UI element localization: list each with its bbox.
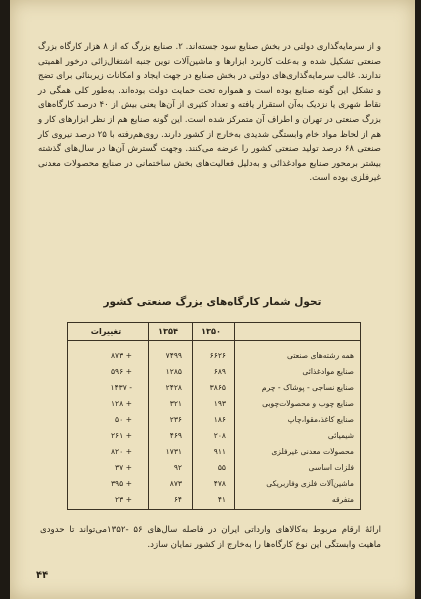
- cell-1354: ۶۴: [173, 495, 182, 504]
- body-paragraph: [38, 40, 381, 186]
- row-label: ماشین‌آلات فلزی وفاربریکی: [266, 479, 354, 488]
- cell-1354: ۴۶۹: [169, 431, 182, 440]
- cell-change: + ۸۷۳: [110, 351, 132, 360]
- cell-change: + ۳۹۵: [110, 479, 132, 488]
- footnote-paragraph: [40, 523, 381, 552]
- row-label: همه رشته‌های صنعتی: [287, 351, 354, 360]
- cell-1350: ۱۹۳: [213, 399, 226, 408]
- footnote-text: ارائهٔ ارقام مربوط به‌کالاهای وارداتی ایران در فاصله سال‌های ۵۶ -۱۳۵۲می‌تواند تا حدودی ماهیت وابستگی این نوع کارگاه‌ها را به‌خارج از کشور نمایان سازد.: [40, 525, 382, 550]
- cell-change: - ۱۴۳۷: [110, 383, 132, 392]
- cell-change: + ۱۲۸: [110, 399, 132, 408]
- row-label: صنایع چوب و محصولات‌چوبی: [262, 399, 354, 408]
- column-divider: [148, 323, 149, 509]
- row-label: صنایع موادغذائی: [302, 367, 354, 376]
- cell-1354: ۱۲۸۵: [165, 367, 182, 376]
- header-1354: ۱۳۵۴: [158, 326, 178, 336]
- cell-change: + ۸۲۰: [110, 447, 132, 456]
- header-change: تغییرات: [90, 326, 122, 336]
- cell-1350: ۴۷۸: [213, 479, 226, 488]
- row-label: محصولات معدنی غیرفلزی: [271, 447, 354, 456]
- table-title: تحول شمار کارگاه‌های بزرگ صنعتی کشور: [103, 296, 322, 308]
- column-divider: [234, 323, 235, 509]
- cell-change: + ۲۳: [115, 495, 132, 504]
- cell-1354: ۳۲۱: [169, 399, 182, 408]
- cell-change: + ۵۹۶: [110, 367, 132, 376]
- page-number: ۴۴: [36, 570, 49, 581]
- row-label: شیمیائی: [327, 431, 354, 440]
- cell-1350: ۶۶۲۶: [209, 351, 226, 360]
- cell-1350: ۱۸۶: [213, 415, 226, 424]
- cell-1350: ۴۱: [217, 495, 226, 504]
- row-label: فلزات اساسی: [308, 463, 354, 472]
- document-page: [10, 0, 415, 599]
- cell-1350: ۲۰۸: [213, 431, 226, 440]
- industrial-workshops-table: [67, 322, 361, 510]
- cell-1354: ۲۳۶: [169, 415, 182, 424]
- body-text: و از سرمایه‌گذاری دولتی در بخش صنایع سود جسته‌اند. ۲. صنایع بزرگ که از ۸ هزار کارگاه بزرگ صنعتی تشکیل شده و به‌علت کاربرد ابزارها و ماشین‌آلات نوین جنبه اشتغال‌زائی درخور اهمیتی ندارند. غالب سرمایه‌گذاری‌های دولتی در بخش صنایع در جهت ایجاد و امکانات زیربنائی برای تضج و تشکل این گونه صنایع بوده است و همواره تحت حمایت دولت بوده‌اند. به‌طور کلی همگی در نقاط شهری یا نزدیک به‌آن استقرار یافته و تعداد کثیری از آن‌ها یعنی بیش از ۴۰ درصد کارگاه‌های بزرگ صنعتی در تهران و اطراف آن متمرکز شده است. این گونه صنایع هم از نظر ابزارهای کار و هم از لحاظ مواد خام وابستگی شدیدی به‌خارج از کشور دارند. روی‌هم‌رفته با ۲۵ درصد نیروی کار صنعتی ۶۸ درصد تولید صنعتی کشور را عرضه می‌کنند. وجهت گسترش آن‌ها در سال‌های گذشته بیشتر برمحور صنایع موادغذائی و به‌دلیل فعالیت‌های بخش ساختمانی در صنایع محصولات معدنی غیرفلزی بوده است.: [38, 42, 382, 184]
- row-label: صنایع نساجی - پوشاک - چرم: [261, 383, 354, 392]
- cell-1354: ۷۴۹۹: [165, 351, 182, 360]
- header-1350: ۱۳۵۰: [201, 326, 221, 336]
- cell-1354: ۱۷۳۱: [165, 447, 182, 456]
- row-label: متفرقه: [331, 495, 354, 504]
- cell-1350: ۶۸۹: [213, 367, 226, 376]
- cell-1354: ۸۷۳: [169, 479, 182, 488]
- cell-change: + ۲۶۱: [110, 431, 132, 440]
- cell-1350: ۳۸۶۵: [209, 383, 226, 392]
- row-label: صنایع کاغذ،مقوا،چاپ: [287, 415, 354, 424]
- column-divider: [192, 323, 193, 509]
- cell-change: + ۳۷: [115, 463, 132, 472]
- cell-1354: ۲۴۲۸: [165, 383, 182, 392]
- cell-1354: ۹۲: [173, 463, 182, 472]
- cell-1350: ۹۱۱: [213, 447, 226, 456]
- cell-1350: ۵۵: [217, 463, 226, 472]
- cell-change: + ۵۰: [115, 415, 132, 424]
